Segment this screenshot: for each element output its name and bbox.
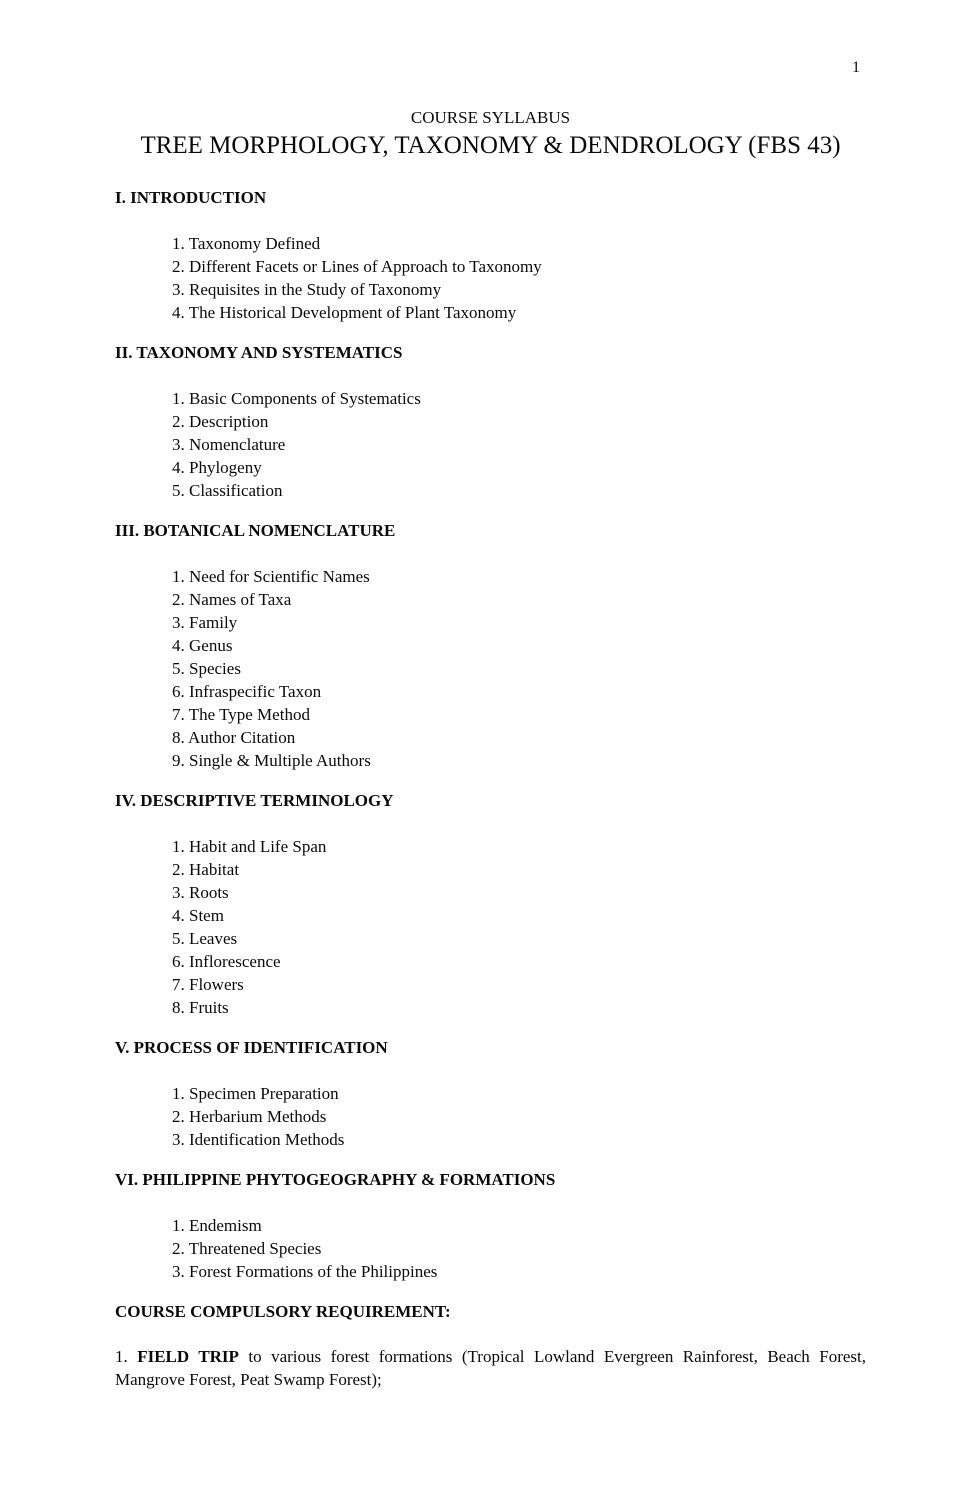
section-list (172, 1082, 866, 1151)
list-item: 7. The Type Method (172, 705, 310, 724)
section-heading: II. TAXONOMY AND SYSTEMATICS (115, 343, 403, 362)
requirement-item-text: to various forest formations (Tropical Lowland Evergreen Rainforest, Beach Forest, Mangrove Forest, Peat Swamp Forest); (115, 1347, 867, 1389)
list-item: 5. Leaves (172, 929, 238, 948)
list-item: 4. Phylogeny (172, 458, 262, 477)
requirement-paragraph (115, 1345, 866, 1391)
list-item: 6. Infraspecific Taxon (172, 682, 322, 701)
syllabus-section (115, 1036, 866, 1151)
list-item: 9. Single & Multiple Authors (172, 751, 371, 770)
list-item: 2. Herbarium Methods (172, 1107, 327, 1126)
list-item: 5. Species (172, 659, 241, 678)
requirement-heading-text: COURSE COMPULSORY REQUIREMENT (115, 1302, 445, 1321)
list-item: 2. Threatened Species (172, 1239, 322, 1258)
list-item: 2. Description (172, 412, 269, 431)
section-list (172, 232, 866, 324)
list-item: 8. Author Citation (172, 728, 296, 747)
list-item: 3. Family (172, 613, 238, 632)
list-item: 3. Roots (172, 883, 229, 902)
list-item: 1. Endemism (172, 1216, 262, 1235)
sections (115, 186, 866, 1283)
list-item: 1. Need for Scientific Names (172, 567, 370, 586)
list-item: 1. Taxonomy Defined (172, 234, 321, 253)
requirement-item-number: 1. (115, 1347, 138, 1366)
requirement-item-bold: FIELD TRIP (137, 1347, 239, 1366)
syllabus-section (115, 789, 866, 1019)
syllabus-section (115, 341, 866, 502)
list-item: 3. Nomenclature (172, 435, 286, 454)
requirement-heading (115, 1300, 866, 1323)
list-item: 6. Inflorescence (172, 952, 281, 971)
section-list (172, 565, 866, 772)
section-heading: V. PROCESS OF IDENTIFICATION (115, 1038, 388, 1057)
list-item: 2. Habitat (172, 860, 240, 879)
list-item: 8. Fruits (172, 998, 229, 1017)
list-item: 1. Basic Components of Systematics (172, 389, 421, 408)
list-item: 1. Specimen Preparation (172, 1084, 339, 1103)
page-title: TREE MORPHOLOGY, TAXONOMY & DENDROLOGY (FBS 43) (140, 132, 841, 159)
document-subtitle: COURSE SYLLABUS (410, 108, 571, 127)
list-item: 7. Flowers (172, 975, 244, 994)
section-list (172, 835, 866, 1019)
section-heading: III. BOTANICAL NOMENCLATURE (115, 521, 396, 540)
list-item: 4. The Historical Development of Plant Taxonomy (172, 303, 517, 322)
section-list (172, 387, 866, 502)
requirement-heading-colon: : (444, 1302, 451, 1321)
syllabus-section (115, 186, 866, 324)
page-number: 1 (852, 59, 860, 76)
section-list (172, 1214, 866, 1283)
syllabus-section (115, 519, 866, 772)
list-item: 4. Stem (172, 906, 224, 925)
list-item: 3. Identification Methods (172, 1130, 345, 1149)
section-heading: IV. DESCRIPTIVE TERMINOLOGY (115, 791, 394, 810)
list-item: 4. Genus (172, 636, 233, 655)
section-heading: I. INTRODUCTION (115, 188, 267, 207)
list-item: 2. Names of Taxa (172, 590, 292, 609)
list-item: 5. Classification (172, 481, 283, 500)
syllabus-section (115, 1168, 866, 1283)
list-item: 3. Requisites in the Study of Taxonomy (172, 280, 442, 299)
list-item: 2. Different Facets or Lines of Approach to Taxonomy (172, 257, 542, 276)
section-heading: VI. PHILIPPINE PHYTOGEOGRAPHY & FORMATIONS (115, 1170, 556, 1189)
list-item: 3. Forest Formations of the Philippines (172, 1262, 438, 1281)
list-item: 1. Habit and Life Span (172, 837, 327, 856)
